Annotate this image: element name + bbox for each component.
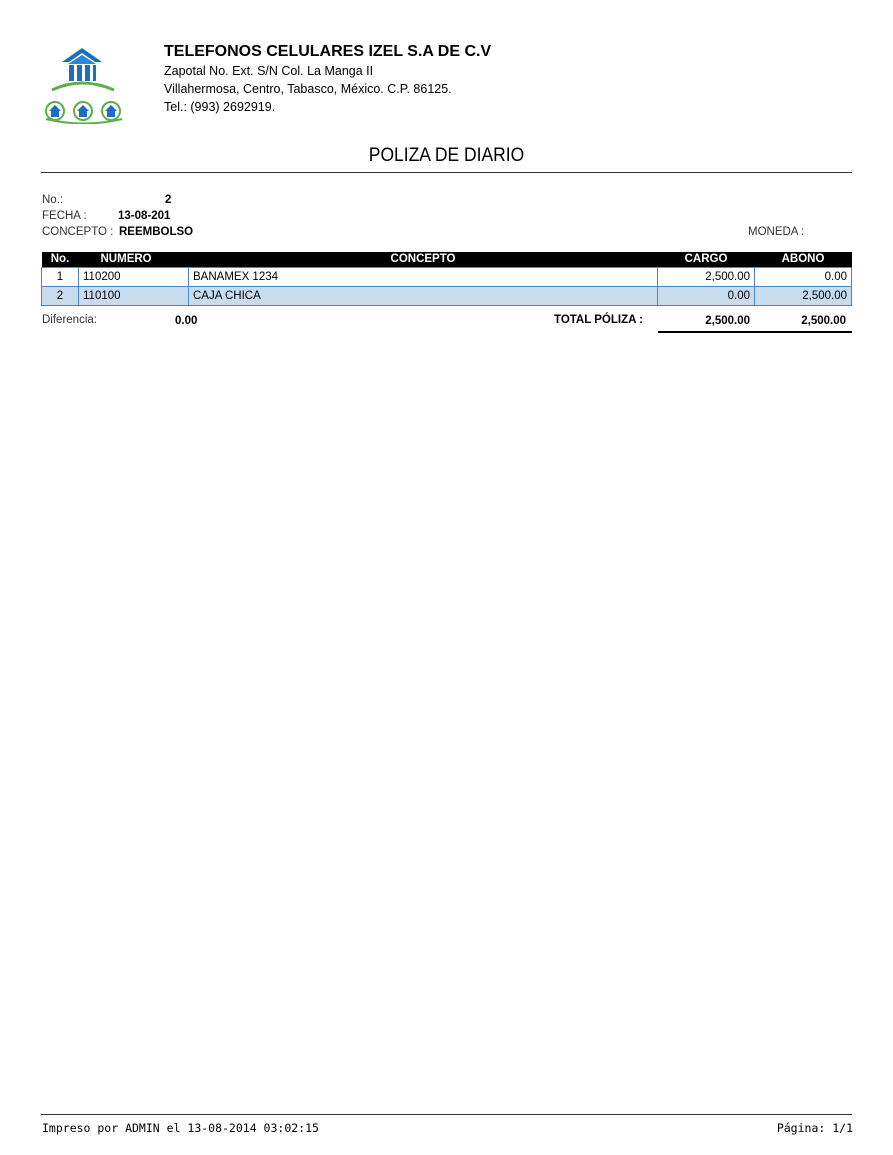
company-block [164,42,491,116]
poliza-lines-table [41,252,852,306]
company-logo-icon [42,44,126,124]
no-value: 2 [165,194,172,206]
diferencia-label: Diferencia: [42,314,97,326]
total-poliza-label: TOTAL PÓLIZA : [554,314,644,326]
row-no: 2 [42,287,79,306]
row-numero: 110200 [79,268,189,287]
printed-by-text: Impreso por ADMIN el 13-08-2014 03:02:15 [42,1121,319,1135]
company-phone: Tel.: (993) 2692919. [164,100,276,114]
fecha-value: 13-08-201 [118,210,171,222]
row-cargo: 0.00 [658,287,755,306]
diferencia-value: 0.00 [175,315,198,327]
row-concepto: BANAMEX 1234 [189,268,658,287]
page-number: Página: 1/1 [776,1121,853,1135]
header-concepto: CONCEPTO [189,252,658,268]
row-cargo: 2,500.00 [658,268,755,287]
fecha-label: FECHA : [42,210,87,222]
company-address-2: Villahermosa, Centro, Tabasco, México. C.P. 86125. [164,82,452,96]
concepto-value: REEMBOLSO [119,226,194,238]
concepto-label: CONCEPTO : [42,226,114,238]
row-abono: 0.00 [755,268,852,287]
company-address-1: Zapotal No. Ext. S/N Col. La Manga II [164,64,374,78]
table-row [42,268,852,287]
header-cargo: CARGO [658,252,755,268]
total-abono-value: 2,500.00 [801,315,846,327]
total-cargo-value: 2,500.00 [705,315,750,327]
table-header-row [42,252,852,268]
row-concepto: CAJA CHICA [189,287,658,306]
row-numero: 110100 [79,287,189,306]
header-abono: ABONO [755,252,852,268]
totals-underline [658,331,852,333]
company-name: TELEFONOS CELULARES IZEL S.A DE C.V [164,43,492,60]
header-numero: NUMERO [79,252,189,268]
header-no: No. [42,252,79,268]
header-divider [41,172,852,173]
document-title: POLIZA DE DIARIO [368,145,525,166]
no-label: No.: [42,194,64,206]
row-no: 1 [42,268,79,287]
moneda-label: MONEDA : [748,226,805,238]
footer-divider [41,1114,852,1115]
row-abono: 2,500.00 [755,287,852,306]
table-row [42,287,852,306]
